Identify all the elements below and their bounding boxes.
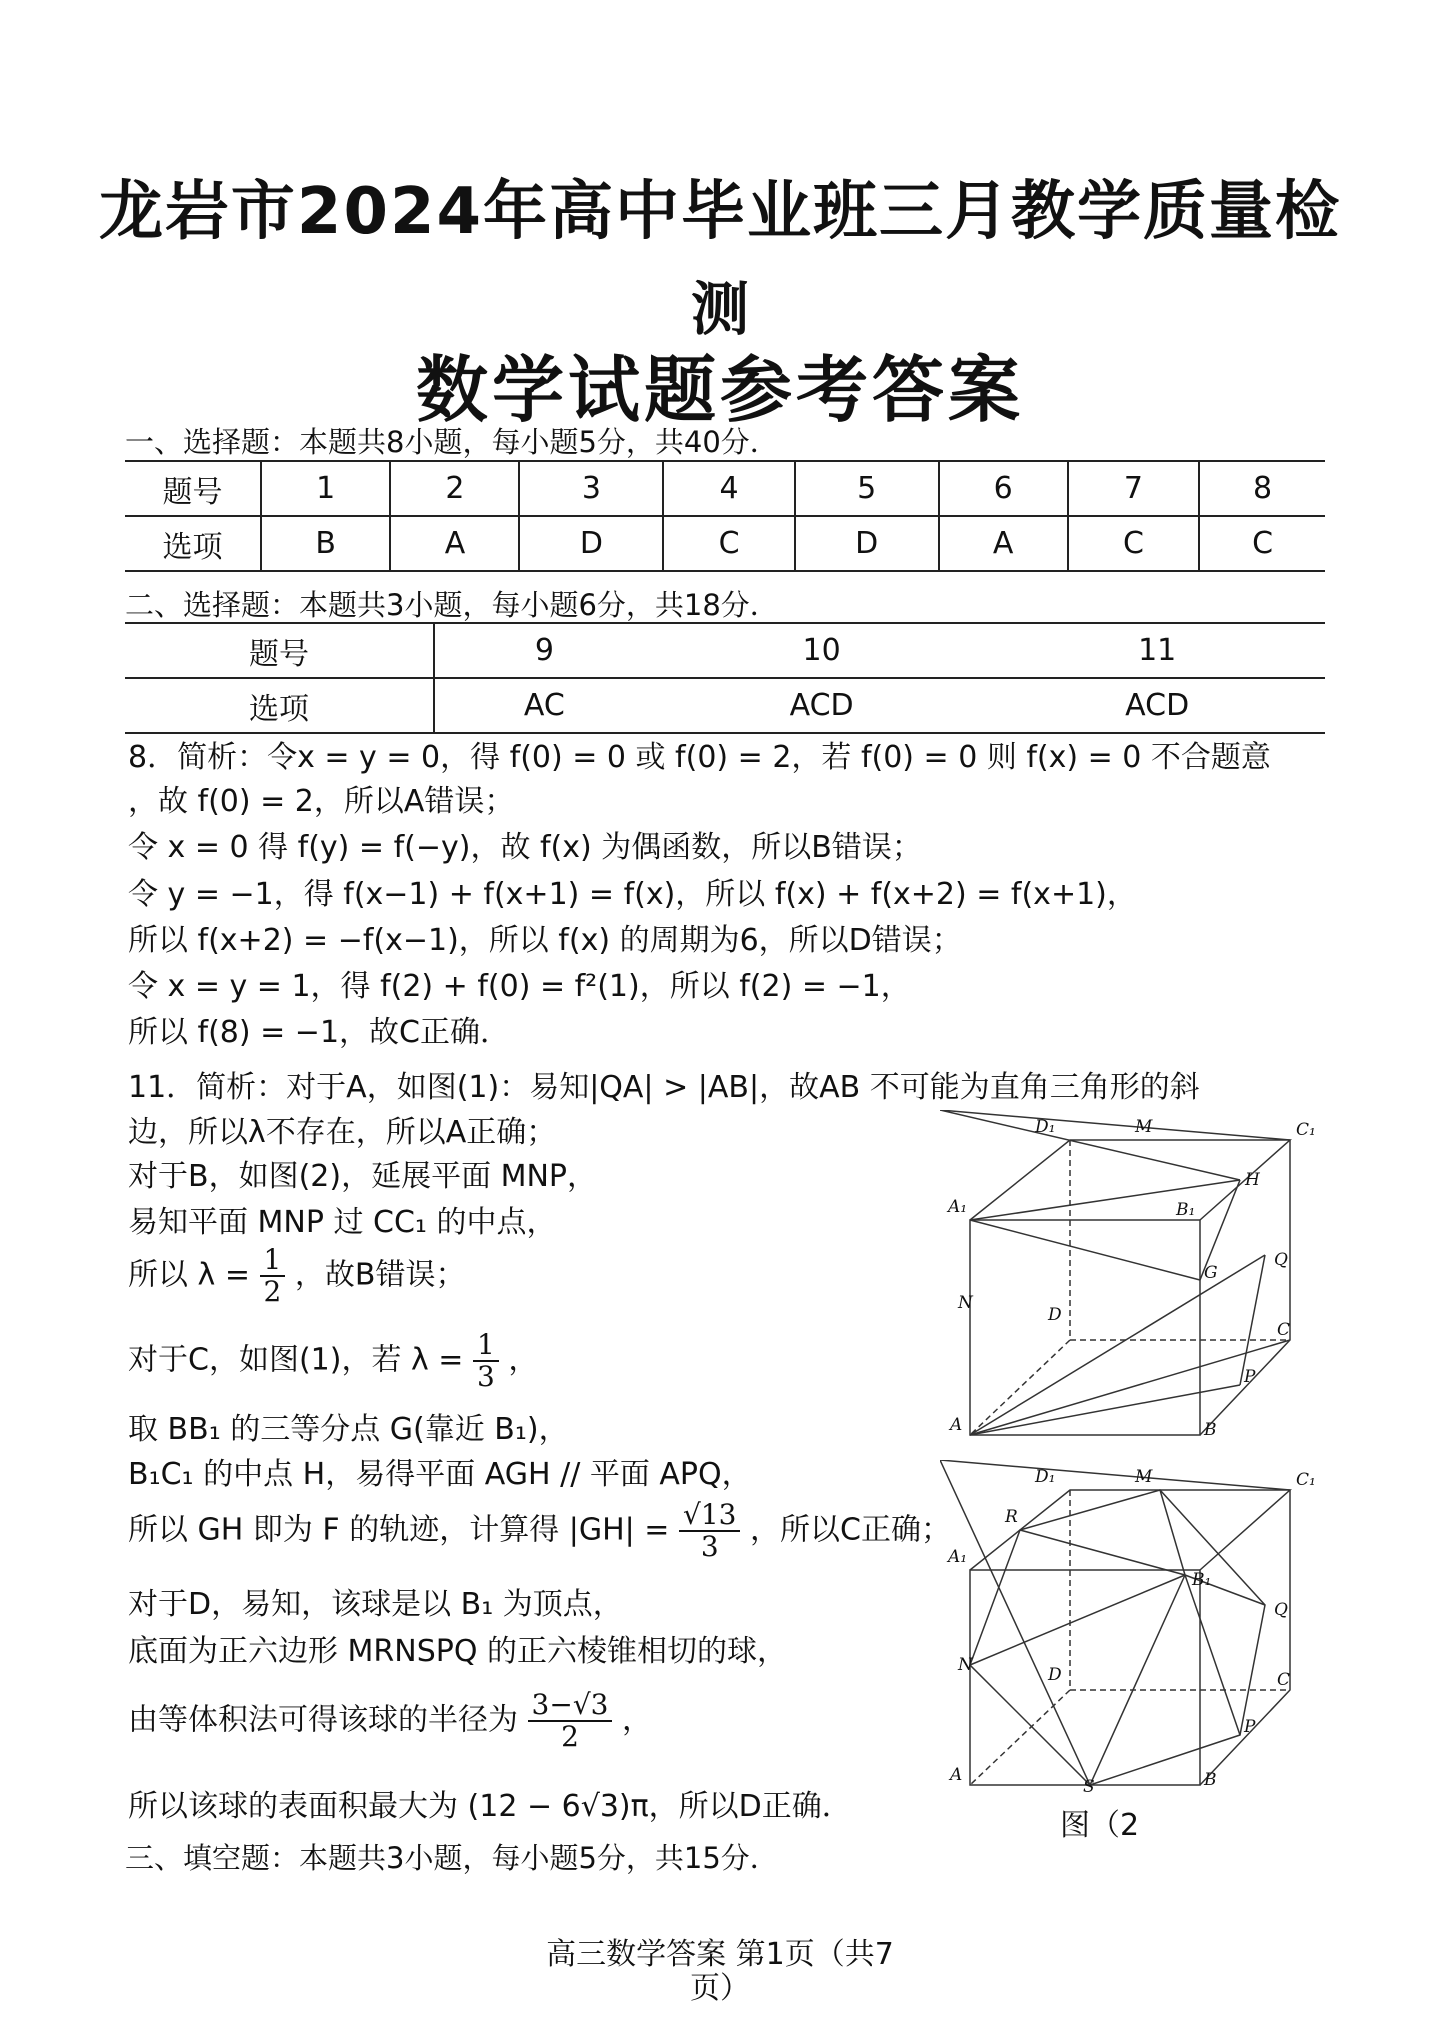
label-a1: A₁ [948,1197,968,1217]
label-d: D [1048,1665,1062,1685]
table-cell: ACD [1125,688,1190,723]
row-label-number: 题号 [125,461,261,516]
table-cell: ACD [789,688,854,723]
q8-line: 令 x = 0 得 f(y) = f(−y)，故 f(x) 为偶函数，所以B错误； [128,830,922,865]
table-row-answers [125,678,1325,733]
q8-line: 所以 f(8) = −1，故C正确． [128,1015,510,1050]
cube-hidden-edge [970,1690,1070,1785]
q11-text: ， [508,1342,539,1378]
section2-heading: 二、选择题：本题共3小题，每小题6分，共18分． [125,588,779,622]
fraction-denominator: 2 [561,1720,579,1753]
row-label-answer: 选项 [162,529,223,565]
q11-line-radius [128,1690,652,1752]
table-cell: B [261,516,390,571]
q11-text: ，故B错误； [294,1257,466,1293]
page-subtitle: 数学试题参考答案 [415,348,1024,432]
fraction [528,1690,613,1752]
table-cell: 5 [795,461,939,516]
label-a: A [950,1765,963,1785]
figure-2-caption: 图（2 [1060,1808,1140,1843]
fraction [260,1245,286,1307]
q11-line-gh-length [128,1500,951,1562]
q8-line: 令 x = y = 1，得 f(2) + f(0) = f²(1)，所以 f(2) = −1， [128,969,911,1004]
table-row-numbers [125,461,1325,516]
table-row-answers [125,516,1325,571]
label-b: B [1204,1770,1217,1790]
table-cell: 11 [989,623,1325,678]
label-m: M [1135,1467,1153,1487]
table-cell: C [1068,516,1199,571]
q11-text: ， [622,1702,653,1738]
row-label-number: 题号 [125,623,434,678]
q11-line: 所以该球的表面积最大为 (12 − 6√3)π，所以D正确． [128,1789,852,1824]
label-s: S [1083,1777,1095,1795]
label-p: P [1244,1717,1256,1737]
extension-line [940,1110,1290,1140]
line-a1-h [970,1180,1240,1220]
q11-line: 取 BB₁ 的三等分点 G(靠近 B₁)， [128,1412,569,1447]
label-b1: B₁ [1176,1200,1196,1220]
q11-line: 11．简析：对于A，如图(1)：易知|QA| > |AB|，故AB 不可能为直角三角形的斜 [128,1070,1200,1105]
apex-edge [1090,1575,1185,1785]
cube-top-face [970,1490,1290,1570]
apex-edge [1185,1575,1240,1735]
table-cell: D [519,516,663,571]
line-p-q [1240,1255,1265,1385]
table-cell: A [939,516,1068,571]
section1-heading: 一、选择题：本题共8小题，每小题5分，共40分． [125,425,779,459]
label-b1: B₁ [1192,1570,1212,1590]
q11-line-lambda-half [128,1245,465,1307]
table-cell: 2 [390,461,519,516]
cube-top-face [970,1140,1290,1220]
q11-text: 所以 GH 即为 F 的轨迹，计算得 |GH| = [128,1512,670,1548]
q8-line: 8．简析：令x = y = 0，得 f(0) = 0 或 f(0) = 2，若 f(0) = 0 则 f(x) = 0 不合题意 [128,740,1271,775]
fraction-numerator: 1 [260,1245,286,1277]
table-cell: C [1199,516,1325,571]
table-cell: AC [523,688,565,723]
fraction-denominator: 3 [700,1530,719,1563]
label-r: R [1005,1507,1018,1527]
q11-line: 对于B，如图(2)，延展平面 MNP， [128,1159,598,1194]
label-a1: A₁ [948,1547,968,1567]
table-cell: 1 [261,461,390,516]
footer-line: 页） [690,1971,750,2006]
figure-1-cube [940,1110,1320,1445]
extension-line [940,1460,1290,1490]
table-cell: A [390,516,519,571]
label-q: Q [1274,1250,1288,1270]
fraction-denominator: 3 [476,1360,495,1393]
label-d1: D₁ [1035,1117,1056,1137]
section1-answer-table [125,460,1325,572]
q8-line: ，故 f(0) = 2，所以A错误； [128,784,515,819]
table-cell: 4 [663,461,794,516]
label-c: C [1277,1670,1291,1690]
label-n: N [958,1655,973,1675]
table-cell: C [663,516,794,571]
table-cell: 8 [1199,461,1325,516]
q8-line: 所以 f(x+2) = −f(x−1)，所以 f(x) 的周期为6，所以D错误； [128,923,962,958]
label-c1: C₁ [1296,1470,1316,1490]
label-d: D [1048,1305,1062,1325]
fraction-numerator: √13 [679,1500,740,1532]
q11-text: ，所以C正确； [750,1512,951,1548]
cube-right-edge [1200,1490,1290,1785]
label-c: C [1277,1320,1291,1340]
fraction-numerator: 3−√3 [528,1690,613,1722]
page-footer [0,1938,1440,2006]
fraction [679,1500,740,1562]
label-p: P [1244,1367,1256,1387]
label-b: B [1204,1420,1217,1440]
label-a: A [950,1415,963,1435]
q11-line: 边，所以λ不存在，所以A正确； [128,1115,557,1150]
apex-edge [970,1575,1185,1665]
figure-2-cube [940,1460,1320,1795]
q11-line: 底面为正六边形 MRNSPQ 的正六棱锥相切的球， [128,1634,787,1669]
table-cell: 10 [654,623,990,678]
q11-text: 所以 λ = [128,1257,250,1293]
label-m: M [1135,1117,1153,1137]
footer-line: 高三数学答案 第1页（共7 [546,1937,894,1972]
fraction [473,1330,499,1392]
table-cell: 7 [1068,461,1199,516]
line-a-c [970,1340,1290,1435]
label-c1: C₁ [1296,1120,1316,1140]
label-q: Q [1274,1600,1288,1620]
table-cell: 3 [519,461,663,516]
fraction-numerator: 1 [473,1330,499,1362]
extension-line [940,1110,1240,1180]
label-h: H [1245,1170,1260,1190]
label-g: G [1204,1263,1218,1283]
table-row-numbers [125,623,1325,678]
table-cell: 6 [939,461,1068,516]
q11-line: 易知平面 MNP 过 CC₁ 的中点， [128,1205,557,1240]
q11-line: B₁C₁ 的中点 H，易得平面 AGH // 平面 APQ， [128,1457,752,1492]
apex-edge [1020,1530,1185,1575]
q11-text: 对于C，如图(1)，若 λ = [128,1342,464,1378]
label-d1: D₁ [1035,1467,1056,1487]
q11-line: 对于D，易知，该球是以 B₁ 为顶点， [128,1587,623,1622]
row-label-answer: 选项 [125,678,434,733]
section2-answer-table [125,622,1325,734]
q8-line: 令 y = −1，得 f(x−1) + f(x+1) = f(x)，所以 f(x) + f(x+2) = f(x+1)， [128,877,1137,912]
table-cell: 9 [434,623,654,678]
page-title-continuation: 测 [690,275,749,343]
label-n: N [958,1293,973,1313]
q11-line-lambda-third [128,1330,538,1392]
page-title: 龙岩市2024年高中毕业班三月教学质量检 [98,175,1342,249]
table-cell: D [795,516,939,571]
line-a1-g [970,1220,1200,1280]
section3-heading: 三、填空题：本题共3小题，每小题5分，共15分． [125,1841,779,1875]
fraction-denominator: 2 [263,1275,282,1308]
q11-text: 由等体积法可得该球的半径为 [128,1702,518,1738]
